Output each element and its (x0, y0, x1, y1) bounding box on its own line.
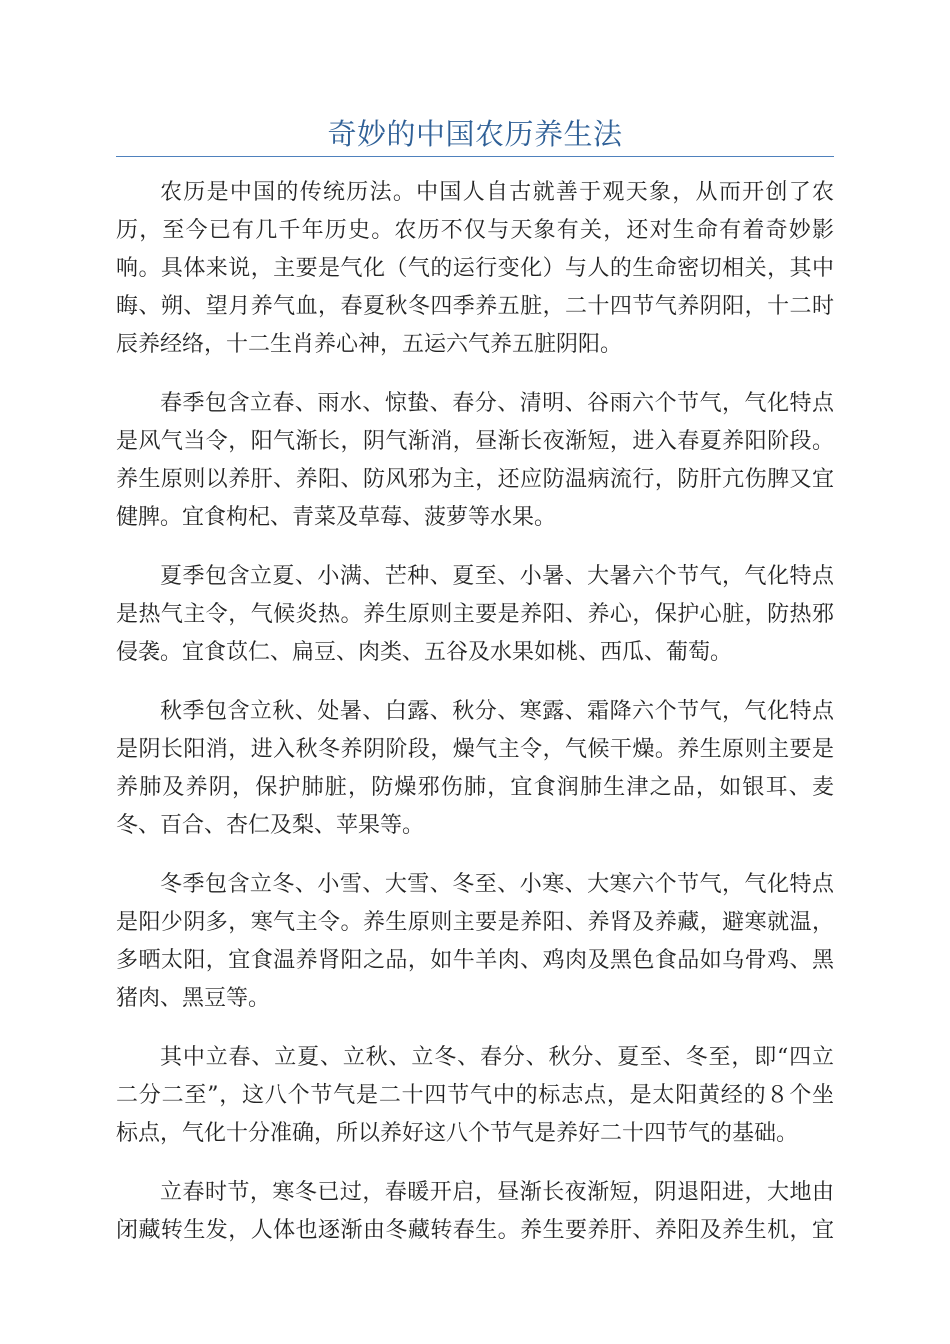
paragraph-line: 春季包含立春、雨水、惊蛰、春分、清明、谷雨六个节气，气化特点 (160, 391, 834, 416)
title-underline (116, 156, 834, 157)
paragraph-line: 响。具体来说，主要是气化（气的运行变化）与人的生命密切相关，其中 (116, 256, 834, 281)
paragraph-line: 闭藏转生发，人体也逐渐由冬藏转春生。养生要养肝、养阳及养生机，宜 (116, 1218, 834, 1243)
paragraph (116, 174, 834, 364)
paragraph-line: 是阳少阴多，寒气主令。养生原则主要是养阳、养肾及养藏，避寒就温， (116, 910, 834, 935)
paragraph-line: 二分二至”，这八个节气是二十四节气中的标志点，是太阳黄经的８个坐 (116, 1083, 834, 1108)
paragraph (116, 693, 834, 845)
paragraph-line: 辰养经络，十二生肖养心神，五运六气养五脏阴阳。 (116, 332, 623, 357)
paragraph-line: 夏季包含立夏、小满、芒种、夏至、小暑、大暑六个节气，气化特点 (160, 564, 834, 589)
paragraph-line: 立春时节，寒冬已过，春暖开启，昼渐长夜渐短，阴退阳进，大地由 (160, 1180, 834, 1205)
paragraph (116, 1039, 834, 1153)
paragraph-line: 农历是中国的传统历法。中国人自古就善于观天象，从而开创了农 (160, 180, 834, 205)
paragraph-line: 晦、朔、望月养气血，春夏秋冬四季养五脏，二十四节气养阴阳，十二时 (116, 294, 834, 319)
paragraph-line: 多晒太阳，宜食温养肾阳之品，如牛羊肉、鸡肉及黑色食品如乌骨鸡、黑 (116, 948, 834, 973)
paragraph-line: 养生原则以养肝、养阳、防风邪为主，还应防温病流行，防肝亢伤脾又宜 (116, 467, 834, 492)
paragraph (116, 1174, 834, 1250)
paragraph-line: 是风气当令，阳气渐长，阴气渐消，昼渐长夜渐短，进入春夏养阳阶段。 (116, 429, 834, 454)
document-body (116, 174, 834, 1271)
paragraph-line: 是热气主令，气候炎热。养生原则主要是养阳、养心，保护心脏，防热邪 (116, 602, 834, 627)
paragraph-line: 其中立春、立夏、立秋、立冬、春分、秋分、夏至、冬至，即“四立 (160, 1045, 834, 1070)
document-title: 奇妙的中国农历养生法 (327, 117, 623, 151)
paragraph-line: 侵袭。宜食苡仁、扁豆、肉类、五谷及水果如桃、西瓜、葡萄。 (116, 640, 733, 665)
paragraph-line: 冬、百合、杏仁及梨、苹果等。 (116, 813, 425, 838)
paragraph-line: 健脾。宜食枸杞、青菜及草莓、菠萝等水果。 (116, 505, 557, 530)
paragraph (116, 866, 834, 1018)
paragraph-line: 是阴长阳消，进入秋冬养阴阶段，燥气主令，气候干燥。养生原则主要是 (116, 737, 834, 762)
paragraph (116, 385, 834, 537)
paragraph-line: 标点，气化十分准确，所以养好这八个节气是养好二十四节气的基础。 (116, 1121, 799, 1146)
paragraph-line: 养肺及养阴，保护肺脏，防燥邪伤肺，宜食润肺生津之品，如银耳、麦 (116, 775, 834, 800)
paragraph-line: 冬季包含立冬、小雪、大雪、冬至、小寒、大寒六个节气，气化特点 (160, 872, 834, 897)
paragraph (116, 558, 834, 672)
paragraph-line: 历，至今已有几千年历史。农历不仅与天象有关，还对生命有着奇妙影 (116, 218, 834, 243)
paragraph-line: 秋季包含立秋、处暑、白露、秋分、寒露、霜降六个节气，气化特点 (160, 699, 834, 724)
paragraph-line: 猪肉、黑豆等。 (116, 986, 271, 1011)
